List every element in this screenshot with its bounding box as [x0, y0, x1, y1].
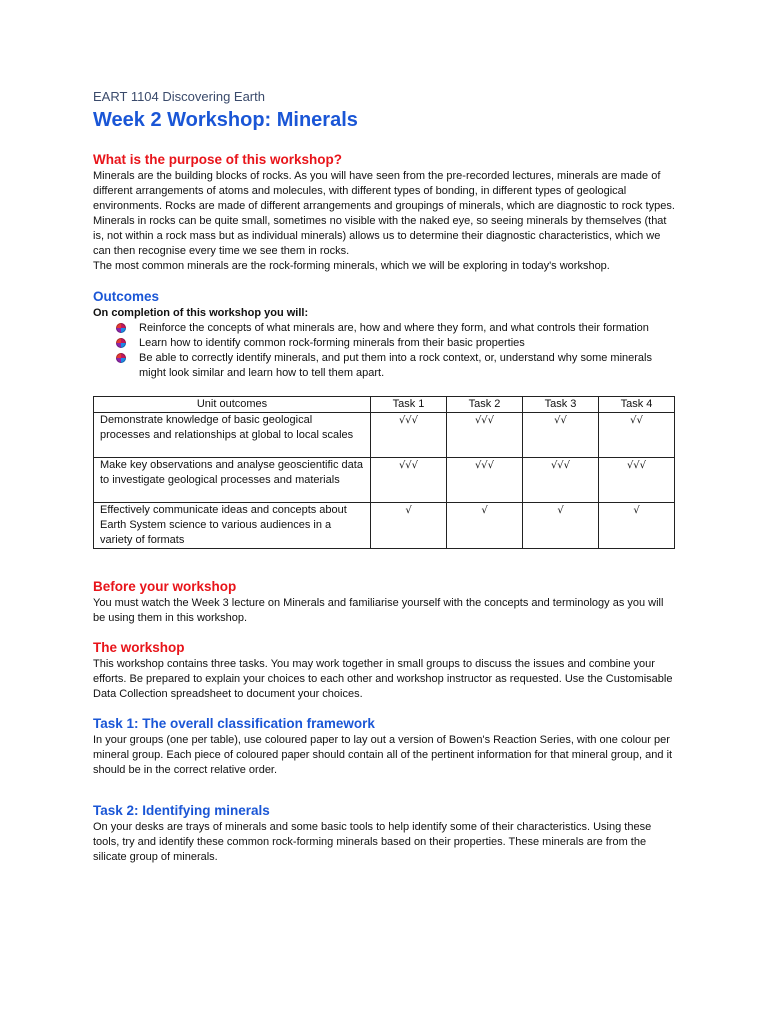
- list-item: Be able to correctly identify minerals, and put them into a rock context, or, understand why some minerals might look similar and learn how to tell them apart.: [116, 351, 678, 381]
- table-row: [94, 458, 675, 503]
- purpose-body-2: The most common minerals are the rock-forming minerals, which we will be exploring in today's workshop.: [93, 260, 610, 272]
- header-task-4: Task 4: [599, 397, 675, 413]
- task2-body: On your desks are trays of minerals and some basic tools to help identify some of their characteristics. Using these tools, try and identify these common rock-forming minerals based on their properties. These minerals are from the silicate group of minerals.: [93, 821, 652, 863]
- gem-bullet-icon: [116, 338, 126, 348]
- outcome-cell: Make key observations and analyse geoscientific data to investigate geological processes and materials: [94, 458, 371, 503]
- gem-bullet-icon: [116, 323, 126, 333]
- table-row: [94, 503, 675, 549]
- gem-bullet-icon: [116, 353, 126, 363]
- task2-heading: Task 2: Identifying minerals: [93, 803, 270, 818]
- task-mark-cell: √√: [523, 413, 599, 458]
- outcome-cell: Demonstrate knowledge of basic geological processes and relationships at global to local scales: [94, 413, 371, 458]
- purpose-body: Minerals are the building blocks of rocks. As you will have seen from the pre-recorded lectures, minerals are made of different arrangements of atoms and molecules, with different types of bonding, in different types of geological environments. Rocks are made of different arrangements and groupings of minerals, which are diagnostic to rock types. Minerals in rocks can be quite small, sometimes no visible with the naked eye, so seeing minerals by themselves (that is, not within a rock mass but as individual minerals) allows us to determine their diagnostic characteristics, which we can then recognise every time we see them in rocks.: [93, 170, 675, 257]
- header-unit-outcomes: Unit outcomes: [94, 397, 371, 413]
- unit-outcomes-table: [93, 396, 675, 549]
- task-mark-cell: √: [523, 503, 599, 549]
- task-mark-cell: √√: [599, 413, 675, 458]
- header-task-1: Task 1: [371, 397, 447, 413]
- outcomes-intro: On completion of this workshop you will:: [93, 307, 309, 319]
- task-mark-cell: √: [447, 503, 523, 549]
- task-mark-cell: √: [599, 503, 675, 549]
- header-task-3: Task 3: [523, 397, 599, 413]
- before-heading: Before your workshop: [93, 579, 237, 594]
- outcomes-list: [93, 321, 678, 381]
- task1-body: In your groups (one per table), use coloured paper to lay out a version of Bowen's Reaction Series, with one colour per mineral group. Each piece of coloured paper should contain all of the pertinent information for that mineral group, and it should be in the correct relative order.: [93, 734, 673, 776]
- purpose-heading: What is the purpose of this workshop?: [93, 152, 343, 167]
- task-mark-cell: √√√: [523, 458, 599, 503]
- task-mark-cell: √√√: [599, 458, 675, 503]
- task-mark-cell: √√√: [447, 458, 523, 503]
- outcome-cell: Effectively communicate ideas and concepts about Earth System science to various audiences in a variety of formats: [94, 503, 371, 549]
- before-body: You must watch the Week 3 lecture on Minerals and familiarise yourself with the concepts and terminology as you will be using them in this workshop.: [93, 597, 664, 624]
- document-content: [93, 88, 678, 865]
- outcomes-heading: Outcomes: [93, 289, 160, 304]
- table-row: [94, 413, 675, 458]
- task1-heading: Task 1: The overall classification framework: [93, 716, 375, 731]
- page-title: Week 2 Workshop: Minerals: [93, 109, 358, 131]
- header-task-2: Task 2: [447, 397, 523, 413]
- task-mark-cell: √: [371, 503, 447, 549]
- workshop-body: This workshop contains three tasks. You may work together in small groups to discuss the issues and combine your efforts. Be prepared to explain your choices to each other and workshop instructor as requested. Use the Customisable Data Collection spreadsheet to document your choices.: [93, 658, 673, 700]
- workshop-heading: The workshop: [93, 640, 185, 655]
- course-name: EART 1104 Discovering Earth: [93, 89, 265, 104]
- table-header-row: [94, 397, 675, 413]
- task-mark-cell: √√√: [371, 413, 447, 458]
- task-mark-cell: √√√: [447, 413, 523, 458]
- list-item: Learn how to identify common rock-forming minerals from their basic properties: [116, 336, 678, 351]
- task-mark-cell: √√√: [371, 458, 447, 503]
- list-item: Reinforce the concepts of what minerals are, how and where they form, and what controls their formation: [116, 321, 678, 336]
